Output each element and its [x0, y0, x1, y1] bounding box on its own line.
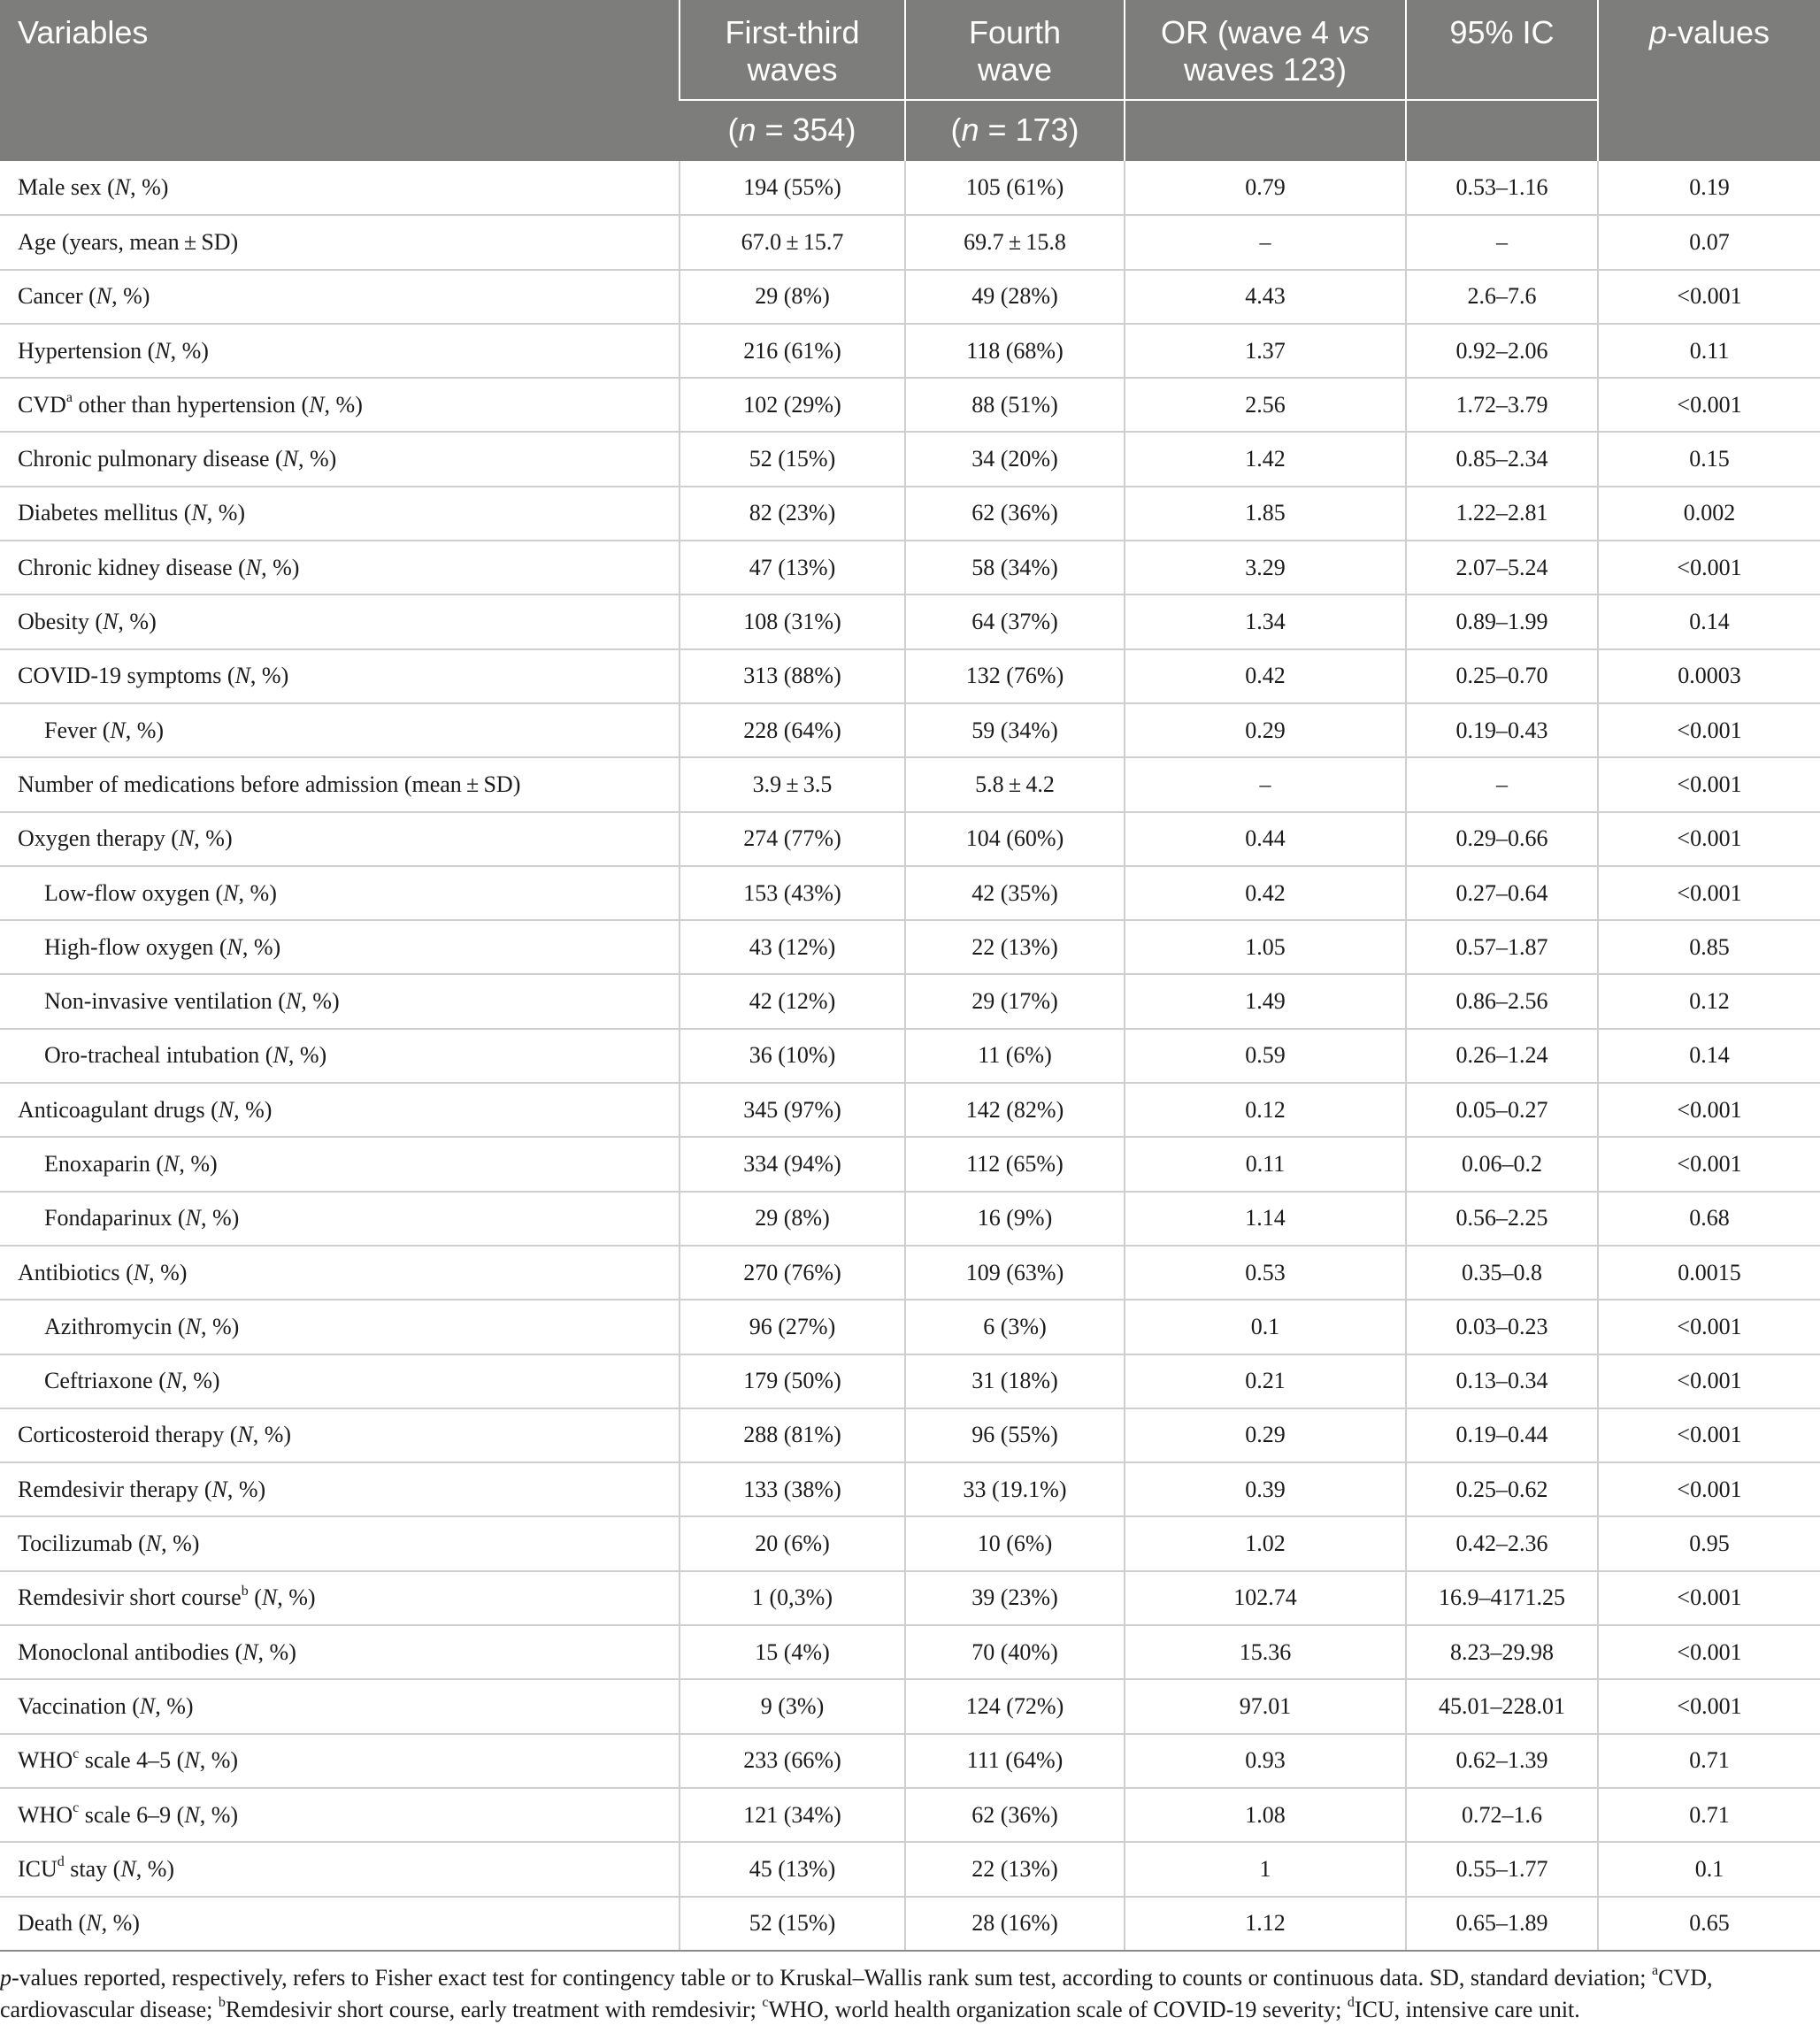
or-cell: 0.29 — [1125, 1408, 1406, 1462]
p-value-cell: <0.001 — [1598, 1137, 1820, 1191]
or-cell: 1.49 — [1125, 974, 1406, 1028]
p-value-cell: 0.0003 — [1598, 649, 1820, 703]
table-header — [0, 0, 1820, 161]
table-row — [0, 920, 1820, 974]
table-row — [0, 974, 1820, 1028]
fourth-cell: 111 (64%) — [905, 1734, 1125, 1788]
variable-cell: WHO$^c$ scale 6–9 (N, %) — [0, 1788, 680, 1842]
p-value-cell: 0.1 — [1598, 1842, 1820, 1896]
or-cell: 0.39 — [1125, 1462, 1406, 1516]
or-cell: 0.29 — [1125, 703, 1406, 757]
first-third-cell: 216 (61%) — [680, 324, 905, 378]
table-row — [0, 541, 1820, 595]
or-cell: 0.53 — [1125, 1246, 1406, 1300]
variable-cell: Azithromycin (N, %) — [0, 1300, 680, 1354]
first-third-cell: 29 (8%) — [680, 270, 905, 324]
p-value-cell: 0.12 — [1598, 974, 1820, 1028]
variable-cell: WHO$^c$ scale 4–5 (N, %) — [0, 1734, 680, 1788]
p-value-cell: 0.0015 — [1598, 1246, 1820, 1300]
p-value-cell: 0.07 — [1598, 215, 1820, 269]
fourth-cell: 105 (61%) — [905, 161, 1125, 215]
or-cell: 2.56 — [1125, 378, 1406, 432]
table-row — [0, 649, 1820, 703]
ci-cell: 2.07–5.24 — [1406, 541, 1598, 595]
first-third-cell: 36 (10%) — [680, 1029, 905, 1083]
fourth-cell: 33 (19.1%) — [905, 1462, 1125, 1516]
first-third-cell: 43 (12%) — [680, 920, 905, 974]
variable-cell: Chronic pulmonary disease (N, %) — [0, 432, 680, 486]
ci-cell: 0.86–2.56 — [1406, 974, 1598, 1028]
p-value-cell: 0.68 — [1598, 1192, 1820, 1246]
table-row — [0, 161, 1820, 215]
fourth-cell: 64 (37%) — [905, 595, 1125, 648]
header-p-values: p-values — [1598, 0, 1820, 161]
variable-cell: Enoxaparin (N, %) — [0, 1137, 680, 1191]
p-value-cell: 0.19 — [1598, 161, 1820, 215]
variable-cell: Oxygen therapy (N, %) — [0, 812, 680, 866]
fourth-cell: 29 (17%) — [905, 974, 1125, 1028]
p-value-cell: <0.001 — [1598, 812, 1820, 866]
variable-cell: COVID-19 symptoms (N, %) — [0, 649, 680, 703]
or-cell: 0.93 — [1125, 1734, 1406, 1788]
variable-cell: Vaccination (N, %) — [0, 1679, 680, 1733]
variable-cell: High-flow oxygen (N, %) — [0, 920, 680, 974]
or-cell: 0.59 — [1125, 1029, 1406, 1083]
table-body — [0, 161, 1820, 1951]
table-row — [0, 1679, 1820, 1733]
ci-cell: 0.92–2.06 — [1406, 324, 1598, 378]
first-third-cell: 121 (34%) — [680, 1788, 905, 1842]
table-row — [0, 215, 1820, 269]
header-n-first: (n = 354) — [680, 100, 905, 161]
header-or: OR (wave 4 vs waves 123) — [1125, 0, 1406, 100]
or-cell: 15.36 — [1125, 1625, 1406, 1679]
or-cell: 1.08 — [1125, 1788, 1406, 1842]
or-cell: 102.74 — [1125, 1571, 1406, 1625]
ci-cell: 0.56–2.25 — [1406, 1192, 1598, 1246]
or-cell: 1.85 — [1125, 487, 1406, 541]
table-row — [0, 1300, 1820, 1354]
or-cell: 0.1 — [1125, 1300, 1406, 1354]
or-cell: 0.11 — [1125, 1137, 1406, 1191]
or-cell: – — [1125, 757, 1406, 811]
variable-cell: Remdesivir therapy (N, %) — [0, 1462, 680, 1516]
p-value-cell: 0.65 — [1598, 1897, 1820, 1951]
fourth-cell: 112 (65%) — [905, 1137, 1125, 1191]
ci-cell: – — [1406, 215, 1598, 269]
p-value-cell: <0.001 — [1598, 1300, 1820, 1354]
table-row — [0, 1842, 1820, 1896]
fourth-cell: 49 (28%) — [905, 270, 1125, 324]
first-third-cell: 345 (97%) — [680, 1083, 905, 1137]
first-third-cell: 67.0 ± 15.7 — [680, 215, 905, 269]
first-third-cell: 29 (8%) — [680, 1192, 905, 1246]
or-cell: 0.42 — [1125, 866, 1406, 920]
ci-cell: 0.26–1.24 — [1406, 1029, 1598, 1083]
table-row — [0, 866, 1820, 920]
fourth-cell: 69.7 ± 15.8 — [905, 215, 1125, 269]
table-row — [0, 324, 1820, 378]
fourth-cell: 118 (68%) — [905, 324, 1125, 378]
ci-cell: 0.65–1.89 — [1406, 1897, 1598, 1951]
p-value-cell: <0.001 — [1598, 1571, 1820, 1625]
or-cell: 1.34 — [1125, 595, 1406, 648]
ci-cell: 0.25–0.62 — [1406, 1462, 1598, 1516]
ci-cell: 8.23–29.98 — [1406, 1625, 1598, 1679]
or-cell: 3.29 — [1125, 541, 1406, 595]
first-third-cell: 179 (50%) — [680, 1354, 905, 1408]
fourth-cell: 70 (40%) — [905, 1625, 1125, 1679]
table-footnote: p-values reported, respectively, refers to Fisher exact test for contingency table or to Kruskal–Wallis rank sum test, according to counts or continuous data. SD, standard deviation; $^a$CVD, cardiovascular disease; $^b$Remdesivir short course, early treatment with remdesivir; $^c$WHO, world health organization scale of COVID-19 severity; $^d$ICU, intensive care unit. — [0, 1963, 1713, 2022]
p-value-cell: <0.001 — [1598, 1462, 1820, 1516]
or-cell: 0.12 — [1125, 1083, 1406, 1137]
p-value-cell: 0.15 — [1598, 432, 1820, 486]
table-row — [0, 1571, 1820, 1625]
first-third-cell: 133 (38%) — [680, 1462, 905, 1516]
or-cell: 1.02 — [1125, 1516, 1406, 1570]
fourth-cell: 11 (6%) — [905, 1029, 1125, 1083]
header-first-third: First-third waves — [680, 0, 905, 100]
table-row — [0, 1354, 1820, 1408]
ci-cell: 0.06–0.2 — [1406, 1137, 1598, 1191]
header-row — [0, 0, 1820, 100]
table-row — [0, 1788, 1820, 1842]
table-row — [0, 703, 1820, 757]
ci-cell: 0.03–0.23 — [1406, 1300, 1598, 1354]
first-third-cell: 42 (12%) — [680, 974, 905, 1028]
table-row — [0, 1408, 1820, 1462]
p-value-cell: <0.001 — [1598, 703, 1820, 757]
first-third-cell: 153 (43%) — [680, 866, 905, 920]
variable-cell: Cancer (N, %) — [0, 270, 680, 324]
fourth-cell: 39 (23%) — [905, 1571, 1125, 1625]
table-row — [0, 1897, 1820, 1951]
p-value-cell: 0.95 — [1598, 1516, 1820, 1570]
first-third-cell: 9 (3%) — [680, 1679, 905, 1733]
p-value-cell: <0.001 — [1598, 270, 1820, 324]
fourth-cell: 28 (16%) — [905, 1897, 1125, 1951]
first-third-cell: 52 (15%) — [680, 432, 905, 486]
variable-cell: ICU$^d$ stay (N, %) — [0, 1842, 680, 1896]
variable-cell: Remdesivir short course$^b$ (N, %) — [0, 1571, 680, 1625]
p-value-cell: 0.11 — [1598, 324, 1820, 378]
ci-cell: 0.27–0.64 — [1406, 866, 1598, 920]
variable-cell: CVD$^a$ other than hypertension (N, %) — [0, 378, 680, 432]
fourth-cell: 62 (36%) — [905, 1788, 1125, 1842]
p-value-cell: <0.001 — [1598, 378, 1820, 432]
or-cell: 97.01 — [1125, 1679, 1406, 1733]
fourth-cell: 22 (13%) — [905, 920, 1125, 974]
variable-cell: Anticoagulant drugs (N, %) — [0, 1083, 680, 1137]
p-value-cell: <0.001 — [1598, 866, 1820, 920]
variable-cell: Oro-tracheal intubation (N, %) — [0, 1029, 680, 1083]
or-cell: 1 — [1125, 1842, 1406, 1896]
variable-cell: Fever (N, %) — [0, 703, 680, 757]
first-third-cell: 1 (0,3%) — [680, 1571, 905, 1625]
or-cell: 0.21 — [1125, 1354, 1406, 1408]
p-value-cell: 0.85 — [1598, 920, 1820, 974]
table-row — [0, 1029, 1820, 1083]
ci-cell: 0.13–0.34 — [1406, 1354, 1598, 1408]
header-n-or-empty — [1125, 100, 1406, 161]
first-third-cell: 228 (64%) — [680, 703, 905, 757]
fourth-cell: 22 (13%) — [905, 1842, 1125, 1896]
fourth-cell: 124 (72%) — [905, 1679, 1125, 1733]
p-value-cell: <0.001 — [1598, 1679, 1820, 1733]
ci-cell: 0.29–0.66 — [1406, 812, 1598, 866]
header-n-ci-empty — [1406, 100, 1598, 161]
variable-cell: Diabetes mellitus (N, %) — [0, 487, 680, 541]
header-n-fourth: (n = 173) — [905, 100, 1125, 161]
header-fourth: Fourth wave — [905, 0, 1125, 100]
variable-cell: Male sex (N, %) — [0, 161, 680, 215]
variable-cell: Hypertension (N, %) — [0, 324, 680, 378]
ci-cell: 16.9–4171.25 — [1406, 1571, 1598, 1625]
or-cell: 0.44 — [1125, 812, 1406, 866]
fourth-cell: 104 (60%) — [905, 812, 1125, 866]
ci-cell: 0.62–1.39 — [1406, 1734, 1598, 1788]
or-cell: 1.37 — [1125, 324, 1406, 378]
header-variables: Variables — [0, 0, 680, 161]
or-cell: 0.42 — [1125, 649, 1406, 703]
fourth-cell: 16 (9%) — [905, 1192, 1125, 1246]
fourth-cell: 31 (18%) — [905, 1354, 1125, 1408]
or-cell: – — [1125, 215, 1406, 269]
variable-cell: Antibiotics (N, %) — [0, 1246, 680, 1300]
fourth-cell: 132 (76%) — [905, 649, 1125, 703]
ci-cell: 0.57–1.87 — [1406, 920, 1598, 974]
first-third-cell: 45 (13%) — [680, 1842, 905, 1896]
table-row — [0, 1083, 1820, 1137]
ci-cell: 0.42–2.36 — [1406, 1516, 1598, 1570]
ci-cell: 0.85–2.34 — [1406, 432, 1598, 486]
p-value-cell: 0.002 — [1598, 487, 1820, 541]
or-cell: 0.79 — [1125, 161, 1406, 215]
fourth-cell: 62 (36%) — [905, 487, 1125, 541]
table-row — [0, 595, 1820, 648]
or-cell: 1.12 — [1125, 1897, 1406, 1951]
variable-cell: Monoclonal antibodies (N, %) — [0, 1625, 680, 1679]
first-third-cell: 108 (31%) — [680, 595, 905, 648]
table-row — [0, 1246, 1820, 1300]
ci-cell: 0.19–0.43 — [1406, 703, 1598, 757]
table-row — [0, 432, 1820, 486]
ci-cell: 1.72–3.79 — [1406, 378, 1598, 432]
p-value-cell: 0.71 — [1598, 1734, 1820, 1788]
first-third-cell: 270 (76%) — [680, 1246, 905, 1300]
first-third-cell: 3.9 ± 3.5 — [680, 757, 905, 811]
variable-cell: Ceftriaxone (N, %) — [0, 1354, 680, 1408]
table-row — [0, 757, 1820, 811]
variable-cell: Chronic kidney disease (N, %) — [0, 541, 680, 595]
or-cell: 1.05 — [1125, 920, 1406, 974]
p-value-cell: <0.001 — [1598, 541, 1820, 595]
fourth-cell: 109 (63%) — [905, 1246, 1125, 1300]
p-value-cell: 0.14 — [1598, 1029, 1820, 1083]
fourth-cell: 58 (34%) — [905, 541, 1125, 595]
fourth-cell: 42 (35%) — [905, 866, 1125, 920]
variable-cell: Corticosteroid therapy (N, %) — [0, 1408, 680, 1462]
first-third-cell: 20 (6%) — [680, 1516, 905, 1570]
p-value-cell: <0.001 — [1598, 1625, 1820, 1679]
first-third-cell: 102 (29%) — [680, 378, 905, 432]
p-value-cell: <0.001 — [1598, 757, 1820, 811]
fourth-cell: 6 (3%) — [905, 1300, 1125, 1354]
fourth-cell: 34 (20%) — [905, 432, 1125, 486]
table-row — [0, 1462, 1820, 1516]
first-third-cell: 233 (66%) — [680, 1734, 905, 1788]
fourth-cell: 96 (55%) — [905, 1408, 1125, 1462]
variable-cell: Age (years, mean ± SD) — [0, 215, 680, 269]
ci-cell: 0.55–1.77 — [1406, 1842, 1598, 1896]
first-third-cell: 96 (27%) — [680, 1300, 905, 1354]
or-cell: 1.14 — [1125, 1192, 1406, 1246]
fourth-cell: 5.8 ± 4.2 — [905, 757, 1125, 811]
fourth-cell: 10 (6%) — [905, 1516, 1125, 1570]
or-cell: 4.43 — [1125, 270, 1406, 324]
table-row — [0, 270, 1820, 324]
header-ci: 95% IC — [1406, 0, 1598, 100]
first-third-cell: 313 (88%) — [680, 649, 905, 703]
ci-cell: – — [1406, 757, 1598, 811]
table-row — [0, 378, 1820, 432]
ci-cell: 0.72–1.6 — [1406, 1788, 1598, 1842]
fourth-cell: 142 (82%) — [905, 1083, 1125, 1137]
variable-cell: Tocilizumab (N, %) — [0, 1516, 680, 1570]
table-row — [0, 1625, 1820, 1679]
table-row — [0, 1137, 1820, 1191]
ci-cell: 0.05–0.27 — [1406, 1083, 1598, 1137]
variable-cell: Obesity (N, %) — [0, 595, 680, 648]
p-value-cell: <0.001 — [1598, 1354, 1820, 1408]
fourth-cell: 88 (51%) — [905, 378, 1125, 432]
first-third-cell: 47 (13%) — [680, 541, 905, 595]
fourth-cell: 59 (34%) — [905, 703, 1125, 757]
variable-cell: Number of medications before admission (mean ± SD) — [0, 757, 680, 811]
ci-cell: 1.22–2.81 — [1406, 487, 1598, 541]
p-value-cell: <0.001 — [1598, 1408, 1820, 1462]
p-value-cell: 0.14 — [1598, 595, 1820, 648]
variable-cell: Death (N, %) — [0, 1897, 680, 1951]
table-row — [0, 1516, 1820, 1570]
ci-cell: 2.6–7.6 — [1406, 270, 1598, 324]
p-value-cell: 0.71 — [1598, 1788, 1820, 1842]
ci-cell: 0.53–1.16 — [1406, 161, 1598, 215]
or-cell: 1.42 — [1125, 432, 1406, 486]
first-third-cell: 15 (4%) — [680, 1625, 905, 1679]
table-row — [0, 1734, 1820, 1788]
table-row — [0, 1192, 1820, 1246]
ci-cell: 0.89–1.99 — [1406, 595, 1598, 648]
first-third-cell: 194 (55%) — [680, 161, 905, 215]
ci-cell: 45.01–228.01 — [1406, 1679, 1598, 1733]
table-row — [0, 812, 1820, 866]
ci-cell: 0.25–0.70 — [1406, 649, 1598, 703]
variable-cell: Non-invasive ventilation (N, %) — [0, 974, 680, 1028]
p-value-cell: <0.001 — [1598, 1083, 1820, 1137]
first-third-cell: 288 (81%) — [680, 1408, 905, 1462]
variable-cell: Low-flow oxygen (N, %) — [0, 866, 680, 920]
first-third-cell: 274 (77%) — [680, 812, 905, 866]
table-row — [0, 487, 1820, 541]
ci-cell: 0.35–0.8 — [1406, 1246, 1598, 1300]
first-third-cell: 334 (94%) — [680, 1137, 905, 1191]
first-third-cell: 82 (23%) — [680, 487, 905, 541]
variable-cell: Fondaparinux (N, %) — [0, 1192, 680, 1246]
first-third-cell: 52 (15%) — [680, 1897, 905, 1951]
ci-cell: 0.19–0.44 — [1406, 1408, 1598, 1462]
